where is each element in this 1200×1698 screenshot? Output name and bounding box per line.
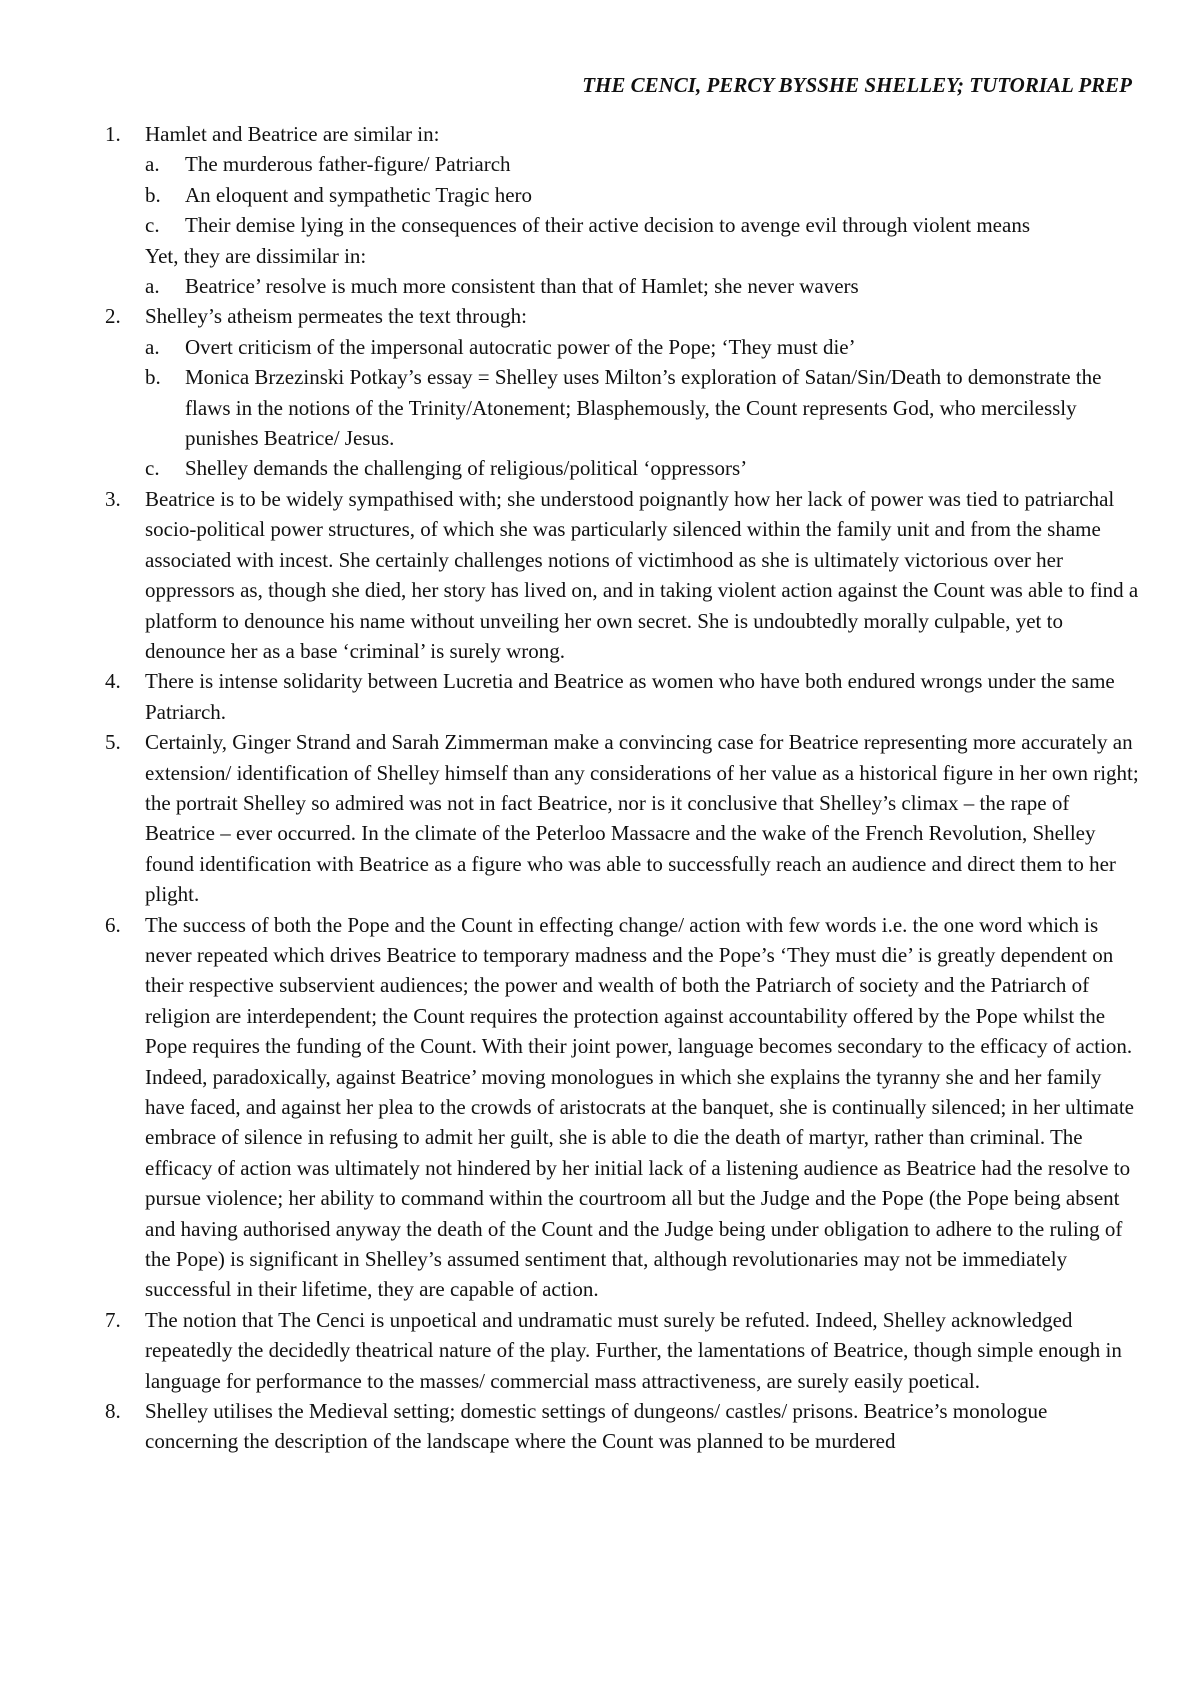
list-item-text: Certainly, Ginger Strand and Sarah Zimmerman make a convincing case for Beatrice representing more accurately an extension/ identification of Shelley himself than any considerations of her value as a historical figure in her own right; the portrait Shelley so admired was not in fact Beatrice, nor is it conclusive that Shelley’s climax – the rape of Beatrice – ever occurred. In the climate of the Peterloo Massacre and the wake of the French Revolution, Shelley found identification with Beatrice as a figure who was able to successfully reach an audience and direct them to her plight. xyxy=(145,730,1139,907)
sublist-item xyxy=(105,332,1140,362)
sublist-item xyxy=(105,210,1140,240)
sublist-text: Monica Brzezinski Potkay’s essay = Shelley uses Milton’s exploration of Satan/Sin/Death to demonstrate the flaws in the notions of the Trinity/Atonement; Blasphemously, the Count represents God, who mercilessly punishes Beatrice/ Jesus. xyxy=(185,365,1102,451)
sublist-letter: b. xyxy=(145,365,161,390)
list-item-5 xyxy=(105,727,1140,909)
sublist-item xyxy=(105,453,1140,483)
sublist-letter: a. xyxy=(145,274,160,299)
list-number: 4. xyxy=(105,669,121,694)
sublist-letter: c. xyxy=(145,456,160,481)
list-item-text: Hamlet and Beatrice are similar in: xyxy=(145,122,440,146)
list-number: 8. xyxy=(105,1399,121,1424)
list-item-3 xyxy=(105,484,1140,666)
list-number: 2. xyxy=(105,304,121,329)
list-item-text: Beatrice is to be widely sympathised with; she understood poignantly how her lack of power was tied to patriarchal socio-political power structures, of which she was particularly silenced within the family unit and from the shame associated with incest. She certainly challenges notions of victimhood as she is ultimately victorious over her oppressors as, though she died, her story has lived on, and in taking violent action against the Count was able to find a platform to denounce his name without unveiling her own secret. She is undoubtedly morally culpable, yet to denounce her as a base ‘criminal’ is surely wrong. xyxy=(145,486,1139,663)
sublist-item xyxy=(105,180,1140,210)
list-number: 7. xyxy=(105,1307,121,1332)
sublist-item xyxy=(105,362,1140,453)
list-item-4 xyxy=(105,666,1140,727)
list-item-text: Shelley utilises the Medieval setting; domestic settings of dungeons/ castles/ prisons. Beatrice’s monologue concerning the description of the landscape where the Count was planned to be murdered xyxy=(145,1399,1048,1454)
sublist-text: Beatrice’ resolve is much more consistent than that of Hamlet; she never wavers xyxy=(185,274,859,299)
list-item-text: The success of both the Pope and the Count in effecting change/ action with few words i.e. the one word which is never repeated which drives Beatrice to temporary madness and the Pope’s ‘They must die’ is greatly dependent on their respective subservient audiences; the power and wealth of both the Patriarch of society and the Patriarch of religion are interdependent; the Count requires the protection against accountability offered by the Pope whilst the Pope requires the funding of the Count. With their joint power, language becomes secondary to the efficacy of action. Indeed, paradoxically, against Beatrice’ moving monologues in which she explains the tyranny she and her family have faced, and against her plea to the crowds of aristocrats at the banquet, she is continually silenced; in her ultimate embrace of silence in refusing to admit her guilt, she is able to die the death of martyr, rather than criminal. The efficacy of action was ultimately not hindered by her initial lack of a listening audience as Beatrice had the resolve to pursue violence; her ability to command within the courtroom all but the Judge and the Pope (the Pope being absent and having authorised anyway the death of the Count and the Judge being under obligation to adhere to the ruling of the Pope) is significant in Shelley’s assumed sentiment that, although revolutionaries may not be immediately successful in their lifetime, they are capable of action. xyxy=(145,912,1134,1302)
sublist-item xyxy=(105,149,1140,179)
sublist-text: Shelley demands the challenging of religious/political ‘oppressors’ xyxy=(185,456,748,481)
list-item-6 xyxy=(105,910,1140,1305)
list-number: 3. xyxy=(105,486,121,511)
sublist-text: The murderous father-figure/ Patriarch xyxy=(185,152,511,177)
list-item-8 xyxy=(105,1396,1140,1457)
sublist-text: Their demise lying in the consequences of their active decision to avenge evil through violent means xyxy=(185,213,1030,238)
list-item-2 xyxy=(105,301,1140,331)
list-number: 1. xyxy=(105,122,121,146)
sublist-letter: a. xyxy=(145,334,160,359)
sublist-text: An eloquent and sympathetic Tragic hero xyxy=(185,182,533,207)
numbered-list xyxy=(105,119,1140,1457)
sublist-letter: a. xyxy=(145,152,160,177)
list-item-text: The notion that The Cenci is unpoetical and undramatic must surely be refuted. Indeed, Shelley acknowledged repeatedly the decidedly theatrical nature of the play. Further, the lamentations of Beatrice, though simple enough in language for performance to the masses/ commercial mass attractiveness, are surely easily poetical. xyxy=(145,1307,1122,1393)
sublist-letter: b. xyxy=(145,182,161,207)
list-item-text: There is intense solidarity between Lucretia and Beatrice as women who have both endured wrongs under the same Patriarch. xyxy=(145,669,1115,724)
contrast-line: Yet, they are dissimilar in: xyxy=(145,243,367,268)
list-number: 6. xyxy=(105,912,121,937)
sublist-text: Overt criticism of the impersonal autocratic power of the Pope; ‘They must die’ xyxy=(185,334,856,359)
list-item-text: Shelley’s atheism permeates the text through: xyxy=(145,304,527,329)
sublist-item xyxy=(105,271,1140,301)
document-title: THE CENCI, PERCY BYSSHE SHELLEY; TUTORIAL PREP xyxy=(582,73,1132,97)
list-item-7 xyxy=(105,1305,1140,1396)
sublist-letter: c. xyxy=(145,213,160,238)
list-number: 5. xyxy=(105,730,121,755)
list-item-1 xyxy=(105,119,1140,149)
